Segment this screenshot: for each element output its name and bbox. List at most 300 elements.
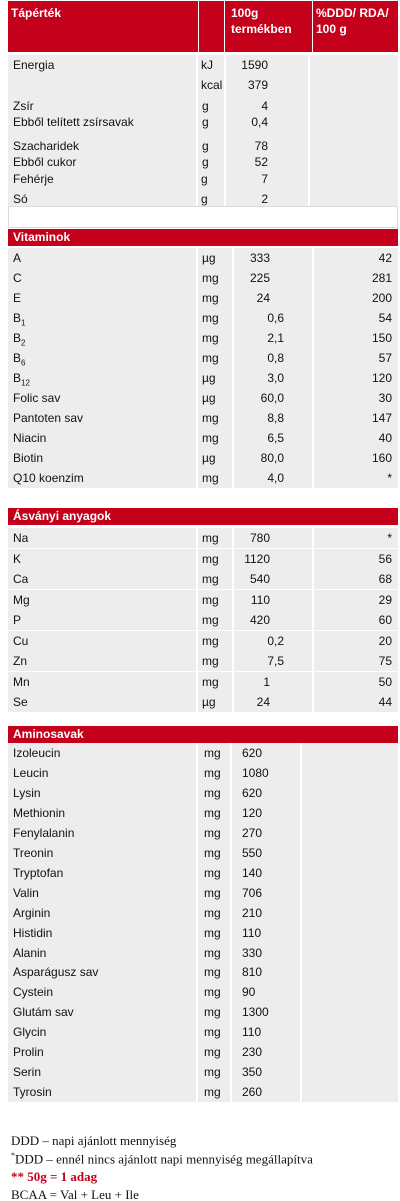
nutrient-unit: mg <box>202 613 219 627</box>
column-divider <box>230 903 232 923</box>
column-divider <box>230 743 232 763</box>
nutrient-sublabel: Ebből cukor <box>13 155 77 169</box>
nutrient-rda: 60 <box>378 613 392 627</box>
table-row <box>8 1062 398 1082</box>
aminoacid-value: 230 <box>242 1045 263 1060</box>
column-divider <box>196 1082 198 1102</box>
column-divider <box>300 962 302 982</box>
nutrient-name: C <box>13 271 22 285</box>
column-divider <box>308 169 310 189</box>
unit-label: g <box>202 155 209 169</box>
column-divider <box>196 863 198 883</box>
aminoacid-value: 270 <box>242 825 263 840</box>
table-row <box>8 308 398 328</box>
table-header <box>8 1 398 52</box>
aminoacid-unit: mg <box>204 825 221 840</box>
value-label: 52 <box>254 155 268 169</box>
section-title-vitamins: Vitaminok <box>8 229 398 246</box>
value-label: 0,4 <box>251 115 268 129</box>
column-divider <box>300 1002 302 1022</box>
nutrient-unit: mg <box>202 572 219 586</box>
column-divider <box>196 268 198 288</box>
nutrient-rda: 50 <box>378 674 392 689</box>
aminoacid-value: 210 <box>242 905 263 920</box>
column-divider <box>230 803 232 823</box>
table-row <box>8 549 398 569</box>
column-divider <box>196 672 198 692</box>
aminoacid-value: 120 <box>242 805 263 820</box>
table-row <box>8 651 398 671</box>
aminoacid-unit: mg <box>204 1045 221 1060</box>
nutrient-name: $B_6$ <box>13 351 26 368</box>
header-rda: %DDD/ RDA/ 100 g <box>312 1 398 52</box>
nutrient-unit: kcal <box>201 78 223 92</box>
nutrient-rda: 200 <box>371 291 392 305</box>
nutrient-unit: mg <box>202 633 219 648</box>
table-row <box>8 368 398 388</box>
nutrient-name: Folic sav <box>13 391 61 405</box>
aminoacid-name: Lysin <box>13 785 41 800</box>
nutrient-unit: µg <box>202 251 216 265</box>
spacer-row <box>8 206 398 228</box>
column-divider <box>196 962 198 982</box>
nutrient-unit: mg <box>202 411 219 425</box>
unit-label: g <box>202 99 209 113</box>
aminoacid-name: Cystein <box>13 985 54 1000</box>
nutrient-value: 7,5 <box>267 654 284 668</box>
nutrient-name: $B_{12}$ <box>13 371 30 388</box>
aminoacid-unit: mg <box>204 1065 221 1080</box>
aminoacid-unit: mg <box>204 925 221 940</box>
nutrient-unit: kJ <box>201 58 213 72</box>
table-row <box>8 962 398 982</box>
subscript: 6 <box>21 358 26 368</box>
column-divider <box>196 428 198 448</box>
column-divider <box>196 1062 198 1082</box>
table-row <box>8 803 398 823</box>
aminoacid-unit: mg <box>204 845 221 860</box>
table-row <box>8 863 398 883</box>
aminoacid-name: Serin <box>13 1065 42 1080</box>
nutrient-value: 2 <box>261 192 268 206</box>
section-title-minerals: Ásványi anyagok <box>8 508 398 525</box>
nutrient-rda: 30 <box>378 391 392 405</box>
column-divider <box>196 95 198 135</box>
nutrient-value: 3,0 <box>267 371 284 385</box>
nutrient-name: Niacin <box>13 431 47 445</box>
column-divider <box>230 823 232 843</box>
column-divider <box>230 783 232 803</box>
table-row <box>8 982 398 1002</box>
subscript: 2 <box>21 338 26 348</box>
unit-label: g <box>202 115 209 129</box>
nutrient-sublabel: Ebből telített zsírsavak <box>13 115 134 129</box>
nutrient-rda: 160 <box>371 451 392 465</box>
column-divider <box>196 55 198 75</box>
table-row <box>8 1042 398 1062</box>
column-divider <box>300 863 302 883</box>
column-divider <box>196 763 198 783</box>
header-unit <box>198 1 224 52</box>
nutrient-name: Mn <box>13 674 30 689</box>
column-divider <box>196 610 198 630</box>
column-divider <box>230 863 232 883</box>
nutrient-unit: mg <box>202 351 219 365</box>
column-divider <box>196 883 198 903</box>
nutrient-value: 24 <box>256 695 270 709</box>
column-divider <box>196 590 198 610</box>
nutrient-unit: mg <box>202 674 219 689</box>
column-divider <box>196 803 198 823</box>
nutrient-rda: 281 <box>371 271 392 285</box>
column-divider <box>196 783 198 803</box>
column-divider <box>196 528 198 548</box>
nutrient-rda: 20 <box>378 633 392 648</box>
column-divider <box>230 843 232 863</box>
value-label: 78 <box>254 139 268 153</box>
table-row <box>8 75 398 95</box>
column-divider <box>196 75 198 95</box>
aminoacid-name: Glutám sav <box>13 1005 74 1020</box>
column-divider <box>300 943 302 963</box>
aminoacid-name: Izoleucin <box>13 746 61 760</box>
column-divider <box>196 903 198 923</box>
aminoacid-value: 620 <box>242 746 263 760</box>
nutrient-unit: mg <box>202 551 219 566</box>
aminoacid-name: Histidin <box>13 925 53 940</box>
aminoacid-value: 110 <box>242 925 262 940</box>
aminoacid-name: Tyrosin <box>13 1085 52 1100</box>
nutrient-rda: 75 <box>378 654 392 668</box>
nutrient-unit <box>202 95 224 135</box>
nutrient-rda: 150 <box>371 331 392 345</box>
nutrient-name: P <box>13 613 22 627</box>
nutrient-unit: mg <box>202 471 219 485</box>
column-divider <box>230 1022 232 1042</box>
column-divider <box>300 783 302 803</box>
aminoacid-value: 350 <box>242 1065 263 1080</box>
nutrient-rda: 147 <box>371 411 392 425</box>
column-divider <box>196 843 198 863</box>
column-divider <box>196 743 198 763</box>
table-row <box>8 169 398 189</box>
nutrient-rda: * <box>387 531 392 545</box>
table-row <box>8 95 398 135</box>
aminoacid-unit: mg <box>204 746 221 760</box>
nutrient-rda: 54 <box>378 311 392 325</box>
table-row <box>8 408 398 428</box>
aminoacid-value: 620 <box>242 785 263 800</box>
nutrient-unit: mg <box>202 271 219 285</box>
column-divider <box>196 1002 198 1022</box>
nutrient-unit: g <box>201 192 208 206</box>
column-divider <box>196 923 198 943</box>
nutrient-rda: 120 <box>371 371 392 385</box>
aminoacid-value: 810 <box>242 965 263 980</box>
nutrient-name: Ca <box>13 572 29 586</box>
nutrient-rda: 44 <box>378 695 392 709</box>
column-divider <box>230 943 232 963</box>
column-divider <box>196 823 198 843</box>
aminoacid-name: Tryptofan <box>13 865 64 880</box>
table-row <box>8 783 398 803</box>
column-divider <box>300 823 302 843</box>
table-row <box>8 843 398 863</box>
column-divider <box>196 368 198 388</box>
table-row <box>8 569 398 589</box>
column-divider <box>300 923 302 943</box>
table-row <box>8 692 398 712</box>
aminoacid-value: 330 <box>242 945 263 960</box>
column-divider <box>196 348 198 368</box>
nutrient-value: 2,1 <box>267 331 284 345</box>
column-divider <box>196 651 198 671</box>
nutrient-name: K <box>13 551 22 566</box>
nutrient-name: Biotin <box>13 451 44 465</box>
column-divider <box>300 982 302 1002</box>
column-divider <box>230 763 232 783</box>
nutrient-value: 1 <box>263 674 270 689</box>
column-divider <box>230 1002 232 1022</box>
nutrient-label: Szacharidek <box>13 139 80 153</box>
column-divider <box>230 962 232 982</box>
column-divider <box>196 288 198 308</box>
nutrient-value: 225 <box>249 271 270 285</box>
nutrient-name: Fehérje <box>13 172 54 186</box>
aminoacid-unit: mg <box>204 885 221 900</box>
column-divider <box>196 943 198 963</box>
aminoacid-unit: mg <box>204 905 221 920</box>
aminoacid-unit: mg <box>204 785 221 800</box>
nutrient-rda: 42 <box>378 251 392 265</box>
column-divider <box>196 248 198 268</box>
nutrient-unit: µg <box>202 451 216 465</box>
nutrient-label: Zsír <box>13 99 34 113</box>
nutrient-name: Na <box>13 531 29 545</box>
aminoacid-name: Glycin <box>13 1025 47 1040</box>
column-divider <box>230 1042 232 1062</box>
nutrient-name: Q10 koenzim <box>13 471 84 485</box>
aminoacid-name: Leucin <box>13 765 49 780</box>
aminoacid-value: 110 <box>242 1025 262 1040</box>
nutrient-unit: µg <box>202 371 216 385</box>
table-row <box>8 672 398 692</box>
aminoacid-unit: mg <box>204 765 221 780</box>
nutrient-name: E <box>13 291 22 305</box>
column-divider <box>230 923 232 943</box>
subscript: 12 <box>21 378 30 388</box>
nutrient-unit: mg <box>202 531 219 545</box>
nutrient-value: 0,2 <box>267 633 284 648</box>
column-divider <box>308 75 310 95</box>
column-divider <box>230 1082 232 1102</box>
column-divider <box>230 1062 232 1082</box>
column-divider <box>196 388 198 408</box>
nutrient-value: 8,8 <box>267 411 284 425</box>
column-divider <box>196 692 198 712</box>
table-row <box>8 823 398 843</box>
nutrient-name: $B_1$ <box>13 311 26 328</box>
nutrient-unit: mg <box>202 431 219 445</box>
nutrient-unit: mg <box>202 654 219 668</box>
aminoacid-unit: mg <box>204 865 221 880</box>
aminoacid-name: Asparágusz sav <box>13 965 99 980</box>
nutrient-value: 540 <box>249 572 270 586</box>
table-row <box>8 248 398 268</box>
table-row <box>8 743 398 763</box>
column-divider <box>196 169 198 189</box>
table-row <box>8 923 398 943</box>
nutrient-rda: 56 <box>378 551 392 566</box>
aminoacid-value: 1080 <box>242 765 269 780</box>
aminoacid-value: 90 <box>242 985 256 1000</box>
table-row <box>8 1002 398 1022</box>
nutrient-name: A <box>13 251 22 265</box>
nutrient-name <box>13 75 193 95</box>
column-divider <box>300 843 302 863</box>
nutrient-unit: mg <box>202 592 219 607</box>
column-divider <box>196 1022 198 1042</box>
aminoacid-name: Arginin <box>13 905 51 920</box>
header-nutrient: Tápérték <box>11 6 62 20</box>
nutrient-value: 0,8 <box>267 351 284 365</box>
column-divider <box>230 982 232 1002</box>
nutrient-unit: µg <box>202 695 216 709</box>
aminoacid-unit: mg <box>204 1085 221 1100</box>
aminoacid-value: 1300 <box>242 1005 269 1020</box>
aminoacid-unit: mg <box>204 985 221 1000</box>
column-divider <box>300 743 302 763</box>
nutrient-value: 333 <box>249 251 270 265</box>
nutrient-value: 110 <box>250 592 270 607</box>
nutrient-unit: mg <box>202 311 219 325</box>
table-row <box>8 763 398 783</box>
aminoacid-name: Prolin <box>13 1045 44 1060</box>
aminoacid-unit: mg <box>204 1025 221 1040</box>
nutrient-value: 4,0 <box>267 471 284 485</box>
table-row <box>8 328 398 348</box>
aminoacid-name: Treonin <box>13 845 54 860</box>
column-divider <box>300 883 302 903</box>
column-divider <box>308 95 310 135</box>
nutrient-unit: mg <box>202 291 219 305</box>
table-row <box>8 428 398 448</box>
column-divider <box>196 328 198 348</box>
aminoacid-value: 140 <box>242 865 263 880</box>
footnote-ddd: DDD – napi ajánlott mennyiség <box>11 1133 177 1148</box>
table-row <box>8 55 398 75</box>
column-divider <box>196 549 198 569</box>
column-divider <box>196 468 198 488</box>
nutrient-name: Pantoten sav <box>13 411 84 425</box>
column-divider <box>300 1062 302 1082</box>
table-row <box>8 1022 398 1042</box>
table-row <box>8 388 398 408</box>
section-title-aminoacids: Aminosavak <box>8 726 398 743</box>
column-divider <box>196 1042 198 1062</box>
table-row <box>8 468 398 488</box>
aminoacid-name: Valin <box>13 885 39 900</box>
nutrient-rda: 68 <box>378 572 392 586</box>
table-row <box>8 348 398 368</box>
table-row <box>8 1082 398 1102</box>
table-row <box>8 288 398 308</box>
nutrient-value: 24 <box>256 291 270 305</box>
nutrient-rda: * <box>387 471 392 485</box>
nutrient-value: 0,6 <box>267 311 284 325</box>
column-divider <box>196 308 198 328</box>
column-divider <box>300 803 302 823</box>
table-row <box>8 883 398 903</box>
aminoacid-unit: mg <box>204 1005 221 1020</box>
aminoacid-value: 706 <box>242 885 263 900</box>
nutrient-value: 7 <box>261 172 268 186</box>
nutrient-unit: µg <box>202 391 216 405</box>
subscript: 1 <box>21 318 26 328</box>
nutrient-name: Mg <box>13 592 30 607</box>
table-row <box>8 610 398 630</box>
table-row <box>8 903 398 923</box>
footnote-serving: ** 50g = 1 adag <box>11 1169 98 1184</box>
unit-label: g <box>202 139 209 153</box>
table-row <box>8 590 398 610</box>
table-row <box>8 631 398 651</box>
table-row <box>8 528 398 548</box>
nutrient-unit: mg <box>202 331 219 345</box>
aminoacid-name: Alanin <box>13 945 47 960</box>
column-divider <box>300 1082 302 1102</box>
nutrient-value: 780 <box>249 531 270 545</box>
nutrient-value: 60,0 <box>260 391 284 405</box>
nutrient-rda: 57 <box>378 351 392 365</box>
column-divider <box>300 1022 302 1042</box>
aminoacid-unit: mg <box>204 965 221 980</box>
nutrient-value: 1120 <box>244 551 270 566</box>
nutrient-name: Se <box>13 695 28 709</box>
nutrient-value: 420 <box>249 613 270 627</box>
nutrient-unit: g <box>201 172 208 186</box>
column-divider <box>300 903 302 923</box>
nutrient-value: 1590 <box>241 58 268 72</box>
nutrient-name: Zn <box>13 654 28 668</box>
table-row <box>8 448 398 468</box>
column-divider <box>300 763 302 783</box>
header-per-100g: 100g termékben <box>224 1 312 52</box>
aminoacid-value: 550 <box>242 845 263 860</box>
footnote-no-ddd: *DDD – ennél nincs ajánlott napi mennyiség megállapítva <box>11 1151 313 1167</box>
nutrient-value: 80,0 <box>260 451 284 465</box>
nutrient-name: Energia <box>13 58 55 72</box>
nutrient-name: Só <box>13 192 28 206</box>
table-row <box>8 943 398 963</box>
column-divider <box>308 55 310 75</box>
aminoacid-name: Fenylalanin <box>13 825 75 840</box>
nutrient-rda: 40 <box>378 431 392 445</box>
value-label: 4 <box>261 99 268 113</box>
nutrient-name: Cu <box>13 633 29 648</box>
column-divider <box>230 883 232 903</box>
column-divider <box>196 982 198 1002</box>
nutrient-value: 6,5 <box>267 431 284 445</box>
column-divider <box>196 448 198 468</box>
aminoacid-value: 260 <box>242 1085 263 1100</box>
aminoacid-name: Methionin <box>13 805 66 820</box>
column-divider <box>300 1042 302 1062</box>
nutrient-name <box>13 95 193 135</box>
table-row <box>8 268 398 288</box>
nutrient-name: $B_2$ <box>13 331 26 348</box>
aminoacid-unit: mg <box>204 805 221 820</box>
